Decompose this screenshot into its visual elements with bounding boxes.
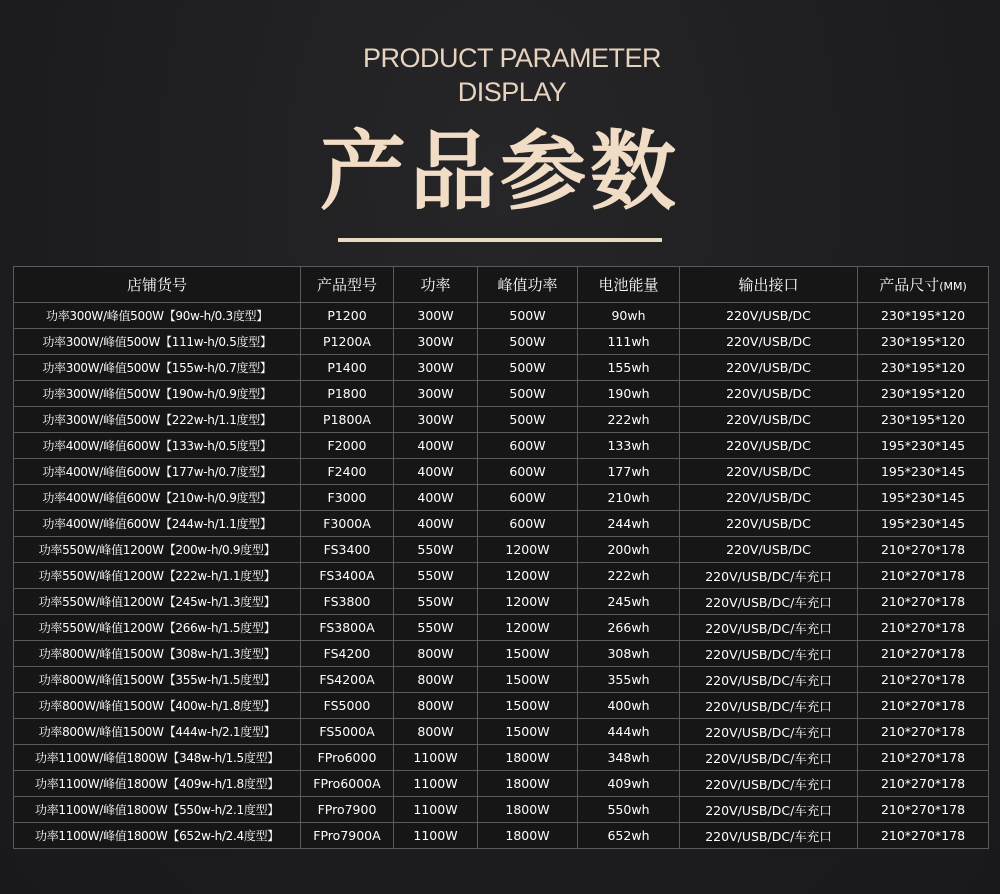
power-cell: 400W: [394, 459, 478, 485]
output-ports-cell: 220V/USB/DC: [680, 459, 858, 485]
size-cell: 195*230*145: [858, 459, 989, 485]
col-header-shop-code: 店铺货号: [14, 267, 301, 303]
shop-code-cell: 功率550W/峰值1200W【200w-h/0.9度型】: [14, 537, 301, 563]
output-ports-cell: 220V/USB/DC/车充口: [680, 563, 858, 589]
battery-energy-cell: 90wh: [578, 303, 680, 329]
shop-code-cell: 功率550W/峰值1200W【222w-h/1.1度型】: [14, 563, 301, 589]
battery-energy-cell: 409wh: [578, 771, 680, 797]
table-row: [14, 823, 989, 849]
peak-power-cell: 1500W: [478, 693, 578, 719]
size-cell: 195*230*145: [858, 511, 989, 537]
power-cell: 800W: [394, 641, 478, 667]
battery-energy-cell: 245wh: [578, 589, 680, 615]
power-cell: 1100W: [394, 745, 478, 771]
peak-power-cell: 600W: [478, 459, 578, 485]
output-ports-cell: 220V/USB/DC: [680, 537, 858, 563]
size-cell: 230*195*120: [858, 381, 989, 407]
battery-energy-cell: 133wh: [578, 433, 680, 459]
shop-code-cell: 功率1100W/峰值1800W【348w-h/1.5度型】: [14, 745, 301, 771]
table-row: [14, 693, 989, 719]
peak-power-cell: 600W: [478, 433, 578, 459]
size-cell: 210*270*178: [858, 589, 989, 615]
model-cell: P1200: [301, 303, 394, 329]
power-cell: 400W: [394, 485, 478, 511]
table-row: [14, 537, 989, 563]
size-cell: 210*270*178: [858, 719, 989, 745]
battery-energy-cell: 400wh: [578, 693, 680, 719]
output-ports-cell: 220V/USB/DC: [680, 433, 858, 459]
shop-code-cell: 功率300W/峰值500W【222w-h/1.1度型】: [14, 407, 301, 433]
shop-code-cell: 功率300W/峰值500W【155w-h/0.7度型】: [14, 355, 301, 381]
output-ports-cell: 220V/USB/DC: [680, 407, 858, 433]
table-row: [14, 771, 989, 797]
peak-power-cell: 500W: [478, 355, 578, 381]
power-cell: 300W: [394, 329, 478, 355]
model-cell: F2000: [301, 433, 394, 459]
size-cell: 210*270*178: [858, 693, 989, 719]
table-row: [14, 355, 989, 381]
table-row: [14, 797, 989, 823]
model-cell: FS4200A: [301, 667, 394, 693]
power-cell: 550W: [394, 615, 478, 641]
model-cell: P1200A: [301, 329, 394, 355]
table-header: [14, 267, 989, 303]
output-ports-cell: 220V/USB/DC/车充口: [680, 771, 858, 797]
battery-energy-cell: 652wh: [578, 823, 680, 849]
peak-power-cell: 500W: [478, 407, 578, 433]
output-ports-cell: 220V/USB/DC/车充口: [680, 641, 858, 667]
power-cell: 550W: [394, 563, 478, 589]
peak-power-cell: 600W: [478, 511, 578, 537]
model-cell: FPro6000: [301, 745, 394, 771]
battery-energy-cell: 177wh: [578, 459, 680, 485]
size-cell: 210*270*178: [858, 797, 989, 823]
peak-power-cell: 1500W: [478, 667, 578, 693]
peak-power-cell: 1200W: [478, 563, 578, 589]
battery-energy-cell: 244wh: [578, 511, 680, 537]
shop-code-cell: 功率550W/峰值1200W【266w-h/1.5度型】: [14, 615, 301, 641]
battery-energy-cell: 155wh: [578, 355, 680, 381]
table-row: [14, 563, 989, 589]
output-ports-cell: 220V/USB/DC: [680, 355, 858, 381]
output-ports-cell: 220V/USB/DC/车充口: [680, 745, 858, 771]
peak-power-cell: 1800W: [478, 771, 578, 797]
power-cell: 300W: [394, 303, 478, 329]
model-cell: F2400: [301, 459, 394, 485]
size-cell: 195*230*145: [858, 485, 989, 511]
battery-energy-cell: 308wh: [578, 641, 680, 667]
shop-code-cell: 功率300W/峰值500W【190w-h/0.9度型】: [14, 381, 301, 407]
shop-code-cell: 功率800W/峰值1500W【400w-h/1.8度型】: [14, 693, 301, 719]
battery-energy-cell: 200wh: [578, 537, 680, 563]
model-cell: FS5000: [301, 693, 394, 719]
output-ports-cell: 220V/USB/DC/车充口: [680, 719, 858, 745]
size-cell: 230*195*120: [858, 329, 989, 355]
power-cell: 1100W: [394, 823, 478, 849]
battery-energy-cell: 355wh: [578, 667, 680, 693]
size-cell: 230*195*120: [858, 303, 989, 329]
size-cell: 210*270*178: [858, 563, 989, 589]
output-ports-cell: 220V/USB/DC/车充口: [680, 615, 858, 641]
peak-power-cell: 500W: [478, 381, 578, 407]
size-cell: 210*270*178: [858, 641, 989, 667]
peak-power-cell: 1200W: [478, 589, 578, 615]
battery-energy-cell: 444wh: [578, 719, 680, 745]
battery-energy-cell: 348wh: [578, 745, 680, 771]
size-cell: 230*195*120: [858, 407, 989, 433]
power-cell: 800W: [394, 693, 478, 719]
model-cell: FPro6000A: [301, 771, 394, 797]
table-row: [14, 589, 989, 615]
peak-power-cell: 500W: [478, 329, 578, 355]
col-header-battery-energy: 电池能量: [578, 267, 680, 303]
table-row: [14, 615, 989, 641]
size-cell: 210*270*178: [858, 771, 989, 797]
model-cell: F3000A: [301, 511, 394, 537]
output-ports-cell: 220V/USB/DC/车充口: [680, 797, 858, 823]
model-cell: FS3800A: [301, 615, 394, 641]
model-cell: FS3400: [301, 537, 394, 563]
col-header-peak-power: 峰值功率: [478, 267, 578, 303]
size-cell: 210*270*178: [858, 615, 989, 641]
battery-energy-cell: 222wh: [578, 563, 680, 589]
output-ports-cell: 220V/USB/DC/车充口: [680, 589, 858, 615]
battery-energy-cell: 266wh: [578, 615, 680, 641]
shop-code-cell: 功率800W/峰值1500W【308w-h/1.3度型】: [14, 641, 301, 667]
table-row: [14, 667, 989, 693]
output-ports-cell: 220V/USB/DC: [680, 329, 858, 355]
power-cell: 550W: [394, 537, 478, 563]
col-header-model: 产品型号: [301, 267, 394, 303]
power-cell: 1100W: [394, 771, 478, 797]
size-cell: 210*270*178: [858, 537, 989, 563]
power-cell: 800W: [394, 667, 478, 693]
power-cell: 300W: [394, 381, 478, 407]
battery-energy-cell: 210wh: [578, 485, 680, 511]
peak-power-cell: 1800W: [478, 745, 578, 771]
shop-code-cell: 功率1100W/峰值1800W【550w-h/2.1度型】: [14, 797, 301, 823]
model-cell: F3000: [301, 485, 394, 511]
page-header: [0, 0, 1000, 260]
battery-energy-cell: 222wh: [578, 407, 680, 433]
col-header-size-label: 产品尺寸: [879, 276, 940, 294]
table-row: [14, 329, 989, 355]
shop-code-cell: 功率800W/峰值1500W【444w-h/2.1度型】: [14, 719, 301, 745]
english-title-line-1: PRODUCT PARAMETER: [362, 43, 662, 73]
shop-code-cell: 功率400W/峰值600W【244w-h/1.1度型】: [14, 511, 301, 537]
model-cell: P1800: [301, 381, 394, 407]
model-cell: FS5000A: [301, 719, 394, 745]
peak-power-cell: 1800W: [478, 797, 578, 823]
model-cell: P1400: [301, 355, 394, 381]
peak-power-cell: 600W: [478, 485, 578, 511]
power-cell: 300W: [394, 407, 478, 433]
shop-code-cell: 功率400W/峰值600W【210w-h/0.9度型】: [14, 485, 301, 511]
table-row: [14, 745, 989, 771]
power-cell: 300W: [394, 355, 478, 381]
size-cell: 210*270*178: [858, 667, 989, 693]
english-title-line-2: DISPLAY: [457, 77, 567, 107]
title-underline: [338, 238, 662, 242]
table-row: [14, 303, 989, 329]
output-ports-cell: 220V/USB/DC/车充口: [680, 667, 858, 693]
table-row: [14, 433, 989, 459]
size-cell: 210*270*178: [858, 823, 989, 849]
shop-code-cell: 功率550W/峰值1200W【245w-h/1.3度型】: [14, 589, 301, 615]
table-row: [14, 459, 989, 485]
size-cell: 230*195*120: [858, 355, 989, 381]
output-ports-cell: 220V/USB/DC/车充口: [680, 823, 858, 849]
product-parameter-table: [13, 266, 989, 849]
peak-power-cell: 1500W: [478, 641, 578, 667]
size-cell: 210*270*178: [858, 745, 989, 771]
battery-energy-cell: 550wh: [578, 797, 680, 823]
model-cell: P1800A: [301, 407, 394, 433]
peak-power-cell: 500W: [478, 303, 578, 329]
shop-code-cell: 功率800W/峰值1500W【355w-h/1.5度型】: [14, 667, 301, 693]
table-row: [14, 485, 989, 511]
model-cell: FS3800: [301, 589, 394, 615]
power-cell: 800W: [394, 719, 478, 745]
output-ports-cell: 220V/USB/DC/车充口: [680, 693, 858, 719]
shop-code-cell: 功率1100W/峰值1800W【652w-h/2.4度型】: [14, 823, 301, 849]
size-cell: 195*230*145: [858, 433, 989, 459]
output-ports-cell: 220V/USB/DC: [680, 485, 858, 511]
table-row: [14, 511, 989, 537]
power-cell: 400W: [394, 511, 478, 537]
col-header-power: 功率: [394, 267, 478, 303]
model-cell: FS4200: [301, 641, 394, 667]
power-cell: 550W: [394, 589, 478, 615]
table-row: [14, 641, 989, 667]
col-header-output-ports: 输出接口: [680, 267, 858, 303]
power-cell: 400W: [394, 433, 478, 459]
peak-power-cell: 1500W: [478, 719, 578, 745]
chinese-title: 产品参数: [320, 122, 680, 222]
battery-energy-cell: 111wh: [578, 329, 680, 355]
peak-power-cell: 1800W: [478, 823, 578, 849]
shop-code-cell: 功率300W/峰值500W【111w-h/0.5度型】: [14, 329, 301, 355]
table-row: [14, 407, 989, 433]
shop-code-cell: 功率400W/峰值600W【133w-h/0.5度型】: [14, 433, 301, 459]
peak-power-cell: 1200W: [478, 537, 578, 563]
col-header-size: [858, 267, 989, 303]
model-cell: FPro7900: [301, 797, 394, 823]
table-row: [14, 381, 989, 407]
col-header-size-unit: (MM): [939, 280, 967, 293]
peak-power-cell: 1200W: [478, 615, 578, 641]
shop-code-cell: 功率400W/峰值600W【177w-h/0.7度型】: [14, 459, 301, 485]
shop-code-cell: 功率1100W/峰值1800W【409w-h/1.8度型】: [14, 771, 301, 797]
header-row: [14, 267, 989, 303]
output-ports-cell: 220V/USB/DC: [680, 511, 858, 537]
power-cell: 1100W: [394, 797, 478, 823]
table-row: [14, 719, 989, 745]
output-ports-cell: 220V/USB/DC: [680, 381, 858, 407]
shop-code-cell: 功率300W/峰值500W【90w-h/0.3度型】: [14, 303, 301, 329]
battery-energy-cell: 190wh: [578, 381, 680, 407]
output-ports-cell: 220V/USB/DC: [680, 303, 858, 329]
table-body: [14, 303, 989, 849]
model-cell: FPro7900A: [301, 823, 394, 849]
model-cell: FS3400A: [301, 563, 394, 589]
